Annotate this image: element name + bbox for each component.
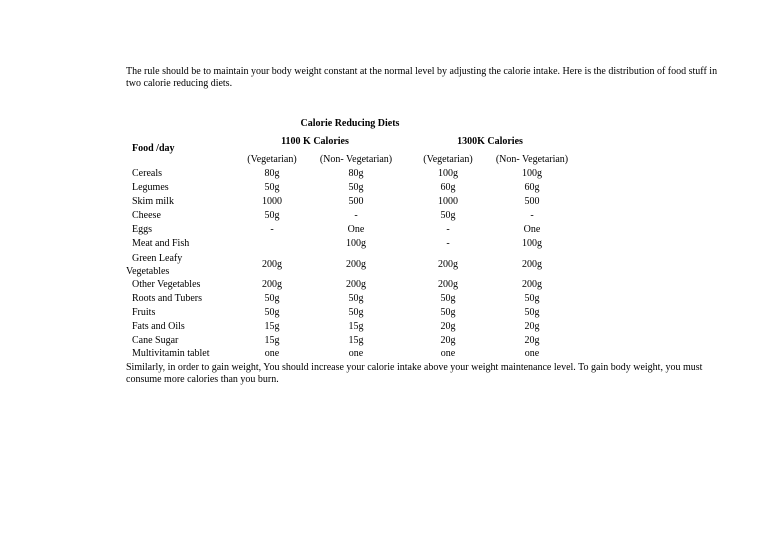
cell-veg-1100: 1000 (262, 196, 282, 207)
food-name: Meat and Fish (132, 238, 190, 249)
food-column-header: Food /day (132, 143, 175, 154)
table-title: Calorie Reducing Diets (300, 118, 400, 129)
cell-veg-1100: - (270, 224, 274, 235)
cell-veg-1300: 20g (440, 321, 456, 332)
table-row (0, 279, 768, 293)
food-name: Fats and Oils (132, 321, 185, 332)
cell-veg-1300: 200g (438, 279, 458, 290)
cell-nonveg-1300: 20g (524, 335, 540, 346)
food-name: Skim milk (132, 196, 174, 207)
food-name: Multivitamin tablet (132, 348, 210, 359)
table-row (0, 182, 768, 196)
cell-nonveg-1300: 500 (524, 196, 540, 207)
table-row (0, 210, 768, 224)
cell-veg-1300: 60g (440, 182, 456, 193)
cell-nonveg-1100: 50g (348, 307, 364, 318)
cell-veg-1100: 200g (262, 279, 282, 290)
cell-nonveg-1300: 100g (522, 168, 542, 179)
cell-nonveg-1300: 60g (524, 182, 540, 193)
cell-nonveg-1100: 200g (346, 259, 366, 270)
food-name: Cane Sugar (132, 335, 179, 346)
cell-nonveg-1300: 20g (524, 321, 540, 332)
group-header-1100: 1100 K Calories (281, 136, 349, 147)
cell-veg-1300: 1000 (438, 196, 458, 207)
cell-nonveg-1300: 50g (524, 293, 540, 304)
food-name: Cheese (132, 210, 161, 221)
cell-nonveg-1300: 100g (522, 238, 542, 249)
table-row (0, 335, 768, 349)
cell-nonveg-1100: 100g (346, 238, 366, 249)
cell-veg-1100: one (264, 348, 280, 359)
cell-nonveg-1100: 50g (348, 293, 364, 304)
cell-nonveg-1100: 15g (348, 335, 364, 346)
cell-nonveg-1100: - (354, 210, 358, 221)
cell-veg-1300: - (446, 224, 450, 235)
table-row (0, 196, 768, 210)
cell-veg-1300: - (446, 238, 450, 249)
table-row (0, 168, 768, 182)
cell-nonveg-1100: One (347, 224, 365, 235)
food-name: Other Vegetables (132, 279, 201, 290)
table-row (0, 293, 768, 307)
table-row (0, 238, 768, 252)
cell-veg-1100: 50g (264, 210, 280, 221)
cell-veg-1300: one (440, 348, 456, 359)
subheader-nonveg-1100: (Non- Vegetarian) (319, 154, 393, 165)
food-name (126, 252, 183, 278)
cell-veg-1100: 200g (262, 259, 282, 270)
subheader-veg-1100: (Vegetarian) (247, 154, 297, 165)
cell-nonveg-1300: 200g (522, 259, 542, 270)
table-row (0, 321, 768, 335)
food-name-line2: Vegetables (126, 266, 170, 277)
table-row (0, 348, 768, 362)
cell-nonveg-1100: 200g (346, 279, 366, 290)
food-name: Eggs (132, 224, 152, 235)
cell-veg-1300: 50g (440, 307, 456, 318)
food-name: Cereals (132, 168, 162, 179)
table-row (0, 252, 768, 280)
cell-veg-1100: 50g (264, 293, 280, 304)
cell-veg-1100: 15g (264, 335, 280, 346)
cell-nonveg-1100: 50g (348, 182, 364, 193)
cell-veg-1300: 50g (440, 293, 456, 304)
cell-nonveg-1100: one (348, 348, 364, 359)
table-row (0, 224, 768, 238)
cell-veg-1100: 80g (264, 168, 280, 179)
cell-nonveg-1100: 500 (348, 196, 364, 207)
subheader-veg-1300: (Vegetarian) (423, 154, 473, 165)
food-name: Legumes (132, 182, 169, 193)
subheader-nonveg-1300: (Non- Vegetarian) (495, 154, 569, 165)
cell-veg-1100: 15g (264, 321, 280, 332)
cell-veg-1300: 100g (438, 168, 458, 179)
cell-veg-1300: 20g (440, 335, 456, 346)
outro-paragraph: Similarly, in order to gain weight, You should increase your calorie intake above your weight maintenance level. To gain body weight, you must consume more calories than you burn. (126, 362, 703, 385)
cell-nonveg-1300: 50g (524, 307, 540, 318)
intro-paragraph: The rule should be to maintain your body weight constant at the normal level by adjusting the calorie intake. Here is the distribution of food stuff in two calorie reducing diets. (126, 66, 718, 89)
group-header-1300: 1300K Calories (457, 136, 523, 147)
food-name: Fruits (132, 307, 156, 318)
cell-nonveg-1100: 80g (348, 168, 364, 179)
food-name-line1: Green Leafy (132, 253, 183, 264)
cell-veg-1100: 50g (264, 182, 280, 193)
cell-nonveg-1100: 15g (348, 321, 364, 332)
cell-nonveg-1300: 200g (522, 279, 542, 290)
cell-veg-1300: 50g (440, 210, 456, 221)
cell-nonveg-1300: - (530, 210, 534, 221)
cell-veg-1300: 200g (438, 259, 458, 270)
food-name: Roots and Tubers (132, 293, 203, 304)
cell-veg-1100: 50g (264, 307, 280, 318)
table-row (0, 307, 768, 321)
cell-nonveg-1300: One (523, 224, 541, 235)
cell-nonveg-1300: one (524, 348, 540, 359)
